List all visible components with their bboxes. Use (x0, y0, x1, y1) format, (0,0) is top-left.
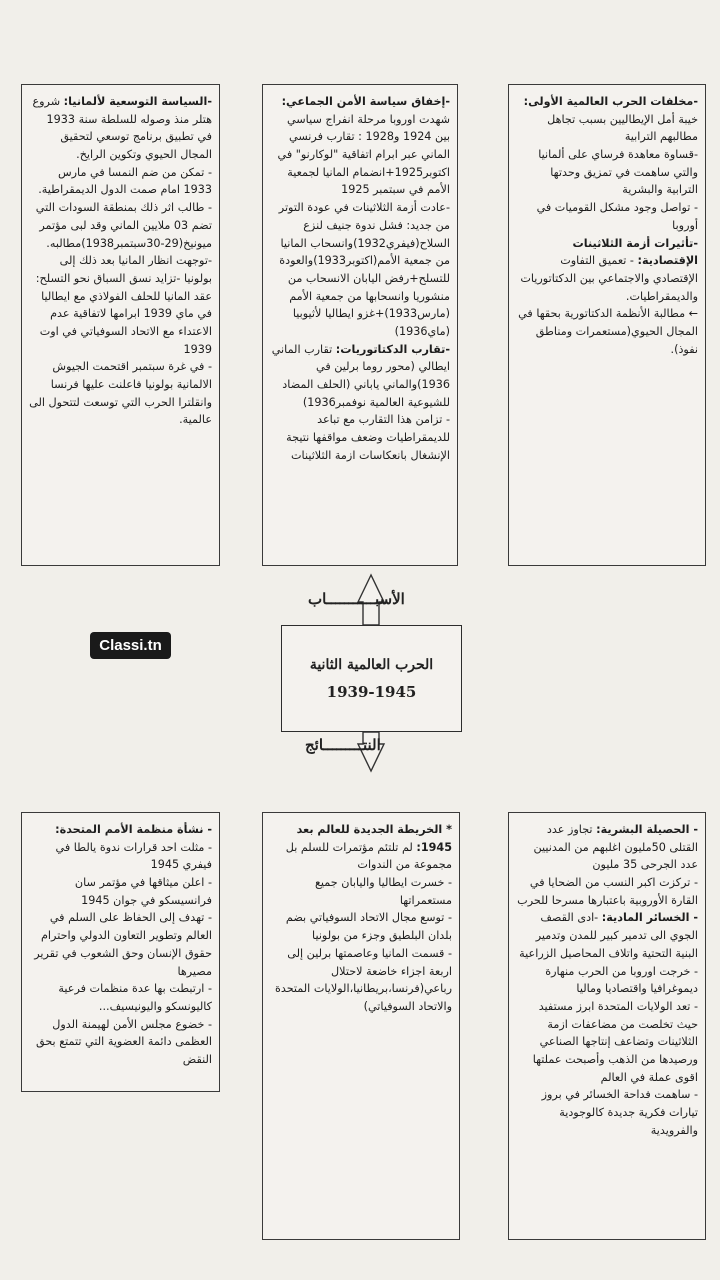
paragraph-text: - تمكن من ضم النمسا في مارس 1933 امام صمت الدول الديمقراطية. (38, 165, 212, 197)
watermark-logo: Classi.tn (90, 632, 171, 659)
paragraph-text: -ادى القصف الجوي الى تدمير كبير للمدن وتدمير البنية التحتية واتلاف المحاصيل الزراعية (519, 911, 698, 960)
paragraph-text: - طالب اثر ذلك بمنطقة السودات التي تضم 03 ملايين الماني وقد لبى مؤتمر ميونيخ(29-30سبتمبر1938)مطالبه. (35, 201, 212, 250)
paragraph-heading: * الخريطة الجديدة للعالم بعد 1945: (296, 823, 452, 854)
label-results: النتـــــــــائج (305, 736, 381, 754)
paragraph (29, 980, 212, 1015)
paragraph (29, 874, 212, 909)
paragraph (516, 998, 698, 1086)
paragraph-text: -توجهت انظار المانيا بعد ذلك إلى بولونيا -تزايد نسق السباق نحو التسلح: عقد المانيا للحلف الفولاذي مع ايطاليا في ماي 1939 ابرامها لاتفاقية عدم الاعتداء مع الاتحاد السوفياتي في اوت 1939 (35, 254, 212, 356)
paragraph (516, 874, 698, 909)
paragraph (29, 839, 212, 874)
paragraph (270, 821, 452, 874)
paragraph-text: ← مطالبة الأنظمة الدكتاتورية بحقها في المجال الحيوي(مستعمرات ومناطق نفوذ). (518, 307, 698, 356)
paragraph-heading: -تأثيرات أزمة الثلاثينات الإقتصادية: (572, 236, 698, 268)
central-years: 1939-1945 (326, 682, 417, 701)
paragraph (29, 909, 212, 980)
paragraph (29, 821, 212, 839)
paragraph-text: شهدت اوروبا مرحلة انفراج سياسي بين 1924 و1928 : تقارب فرنسي الماني عبر ابرام اتفاقية "لوكارنو" في اكتوبر1925+انضمام المانيا لجمعية الأمم في سبتمبر 1925 (277, 112, 450, 197)
paragraph-heading: -السياسة التوسعية لألمانيا: (63, 95, 212, 108)
paragraph-heading: -إخفاق سياسة الأمن الجماعي: (281, 95, 450, 108)
paragraph-text: -عادت أزمة الثلاثينات في عودة التوتر من جديد: فشل ندوة جنيف لنزع السلاح(فيفري1932)وانسحاب المانيا من جمعية الأمم(اكتوبر1933)والعودة للتسلح+رفض اليابان الانسحاب من منشوريا وانسحابها من جمعية الأمم (مارس1933)+غزو ايطاليا لأثيوبيا (ماي1936) (278, 201, 450, 338)
paragraph (270, 909, 452, 944)
paragraph-text: -قساوة معاهدة فرساي على ألمانيا والتي ساهمت في تمزيق وحدتها الترابية والبشرية (538, 148, 698, 197)
paragraph (516, 909, 698, 962)
box-results-united-nations (21, 812, 220, 1092)
paragraph (516, 1086, 698, 1139)
box-results-losses (508, 812, 706, 1240)
paragraph-text: - قسمت المانيا وعاصمتها برلين إلى اربعة اجزاء خاضعة لاحتلال رباعي(فرنسا،بريطانيا،الولايات المتحدة والاتحاد السوفياتي) (274, 946, 452, 1013)
paragraph-heading: - الحصيلة البشرية: (596, 823, 698, 836)
paragraph-heading: -مخلفات الحرب العالمية الأولى: (523, 95, 698, 108)
paragraph-text: - خسرت ايطاليا واليابان جميع مستعمراتها (314, 876, 452, 907)
paragraph-text: تجاوز عدد القتلى 50مليون اغلبهم من المدنيين عدد الجرحى 35 مليون (533, 823, 698, 872)
paragraph-text: - تهدف إلى الحفاظ على السلم في العالم وتطوير التعاون الدولي واحترام حقوق الإنسان وحق الشعوب في تقرير مصيرها (34, 911, 212, 978)
paragraph-text: - اعلن ميثاقها في مؤتمر سان فرانسيسكو في جوان 1945 (74, 876, 212, 907)
paragraph (29, 1016, 212, 1069)
paragraph-text: - تعميق التفاوت الإقتصادي والاجتماعي بين الدكتاتوريات والديمقراطيات. (520, 254, 698, 303)
paragraph (270, 945, 452, 1016)
paragraph-text: - ارتبطت بها عدة منظمات فرعية كاليونسكو واليونيسيف... (58, 982, 212, 1013)
paragraph (516, 963, 698, 998)
paragraph-text: تقارب الماني ايطالي (محور روما برلين في 1936)والماني ياباني (الحلف المضاد للشيوعية العالمية نوفمبر1936) (271, 342, 450, 409)
central-topic-box (281, 625, 462, 732)
paragraph-text: - تعد الولايات المتحدة ابرز مستفيد حيث تخلصت من مضاعفات ازمة الثلاثينات وتضاعف إنتاجها الصناعي ورصيدها من الذهب وأصبحت عملتها اقوى عملة في العالم (532, 999, 698, 1084)
box-results-new-map (262, 812, 460, 1240)
paragraph (270, 874, 452, 909)
paragraph-heading: - نشأة منظمة الأمم المتحدة: (55, 823, 212, 836)
paragraph-text: - توسع مجال الاتحاد السوفياتي بضم بلدان البلطيق وجزء من بولونيا (285, 911, 452, 943)
paragraph-text: لم تلتئم مؤتمرات للسلم بل مجموعة من الندوات (285, 840, 452, 872)
paragraph-text: - خضوع مجلس الأمن لهيمنة الدول العظمى دائمة العضوية التي تتمتع بحق النقض (35, 1017, 212, 1066)
paragraph-text: - تواصل وجود مشكل القوميات في أوروبا (536, 201, 698, 232)
paragraph-heading: - الخسائر المادية: (601, 911, 698, 925)
label-causes: الأسبـــــــــــاب (308, 590, 405, 608)
central-title: الحرب العالمية الثانية (309, 656, 434, 673)
paragraph-heading: -تقارب الدكتاتوريات: (335, 342, 450, 356)
paragraph-text: - خرجت اوروبا من الحرب منهارة ديموغرافيا واقتصاديا وماليا (545, 964, 698, 996)
paragraph-text: خيبة أمل الإيطاليين بسبب تجاهل مطالبهم الترابية (547, 112, 698, 144)
paragraph-text: - ساهمت فداحة الخسائر في بروز تيارات فكرية جديدة كالوجودية والفرويدية (541, 1088, 698, 1137)
paragraph-text: - تركزت اكبر النسب من الضحايا في القارة الأوروبية باعتبارها مسرحا للحرب (517, 876, 698, 907)
paragraph-text: - تزامن هذا التقارب مع تباعد للديمقراطيات وضعف مواقفها نتيجة الإنشغال بانعكاسات ازمة الثلاثينات (286, 413, 450, 462)
paragraph (516, 821, 698, 874)
paragraph-text: شروع هتلر منذ وصوله للسلطة سنة 1933 في تطبيق برنامج توسعي لتحقيق المجال الحيوي وتكوين الرايخ. (32, 95, 212, 162)
paragraph-text: - مثلت احد قرارات ندوة يالطا في فيفري 1945 (55, 840, 212, 872)
paragraph-text: - في غرة سبتمبر اقتحمت الجيوش الالمانية بولونيا فاعلنت عليها فرنسا وانقلترا الحرب التي توسعت لتتحول الى عالمية. (29, 360, 212, 427)
